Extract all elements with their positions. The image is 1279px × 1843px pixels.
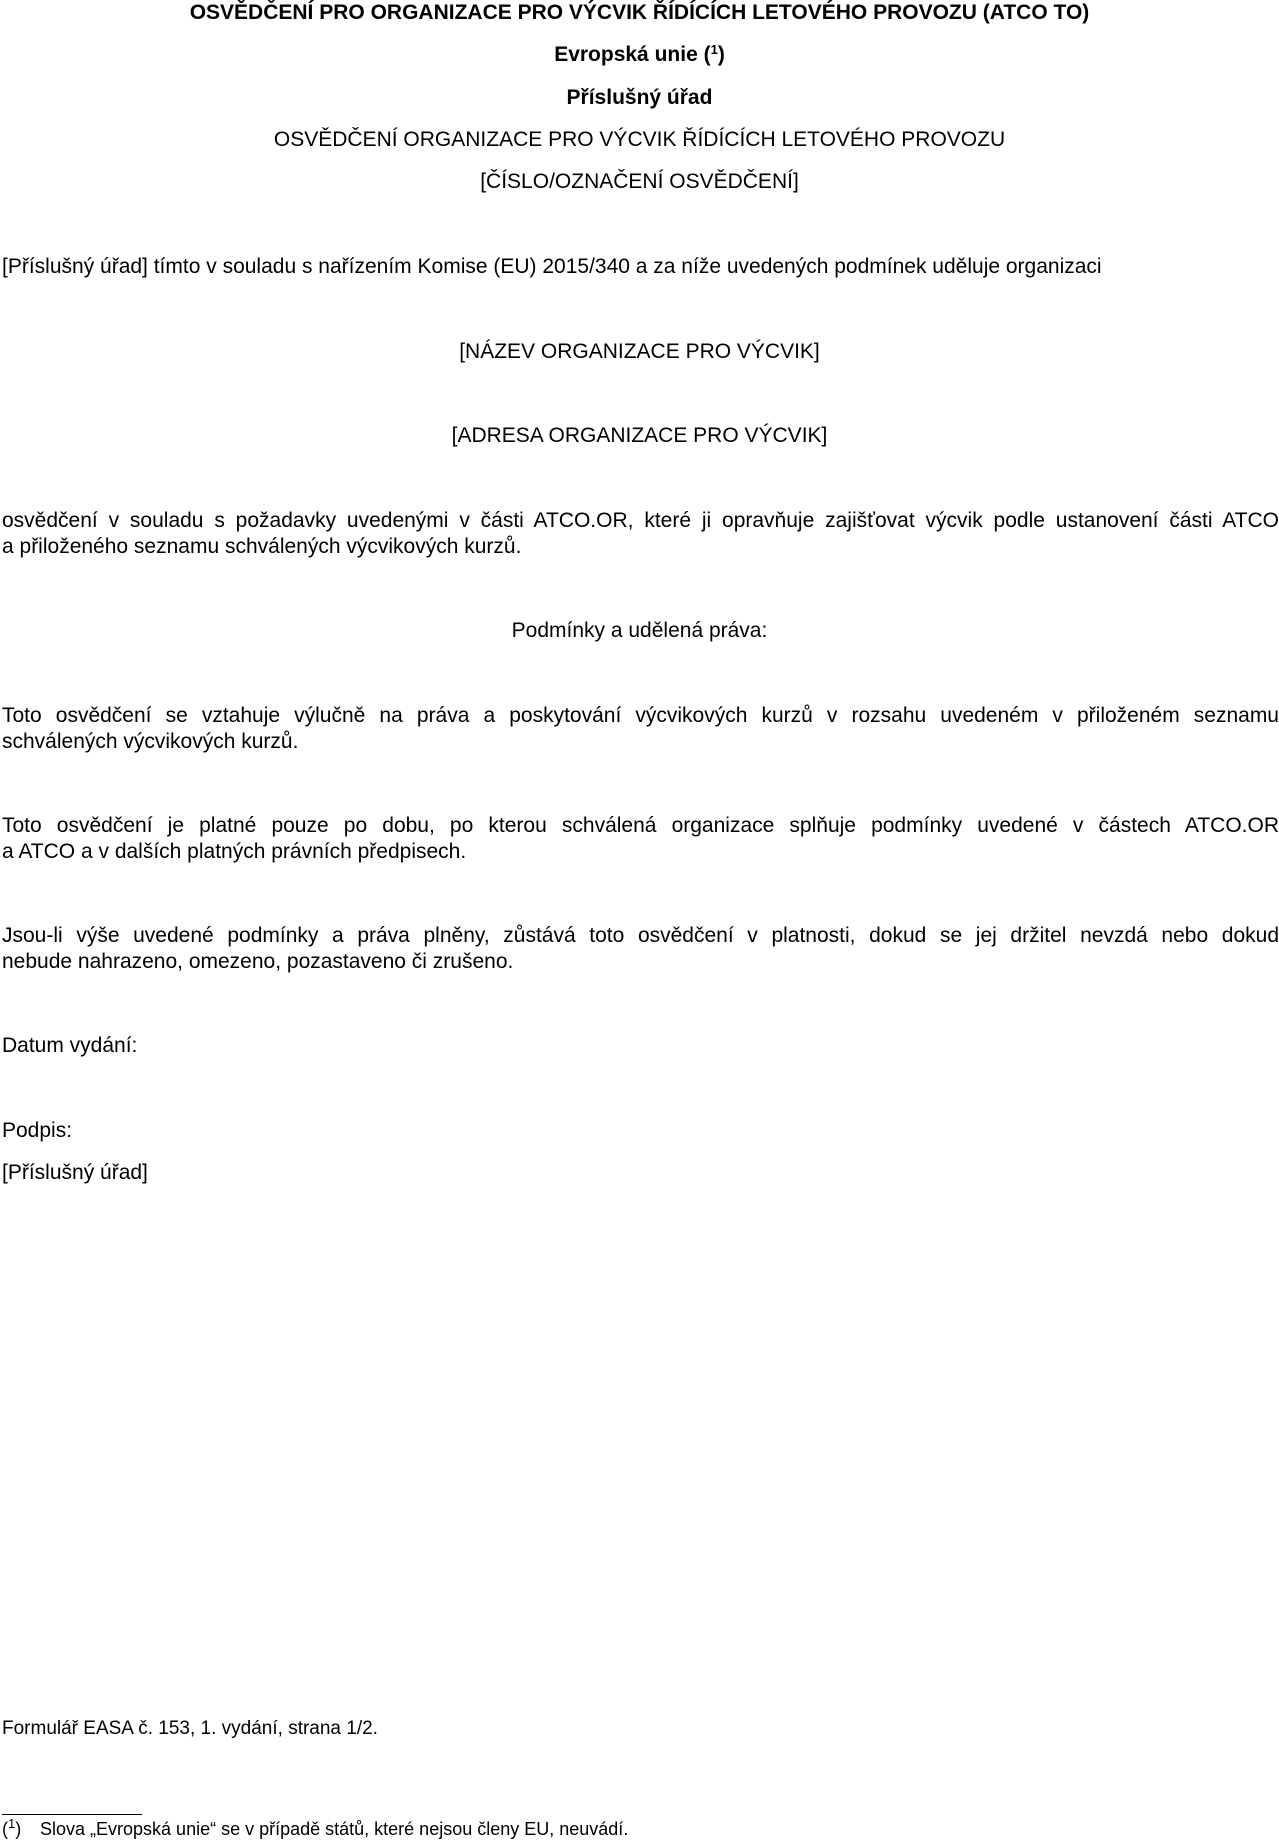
organization-address: [ADRESA ORGANIZACE PRO VÝCVIK] xyxy=(451,424,828,447)
validity-paragraph xyxy=(2,813,1279,865)
validity-line-1: Toto osvědčení je platné pouze po dobu, po kterou schválená organizace splňuje podmínky uvedené v částech ATCO.OR xyxy=(2,814,1279,837)
union-close: ) xyxy=(717,43,725,66)
form-identifier: Formulář EASA č. 153, 1. vydání, strana 1/2. xyxy=(2,1718,378,1739)
footnote-ref: 1 xyxy=(710,42,718,57)
scope-line-2: schválených výcvikových kurzů. xyxy=(2,730,299,753)
footnote-mark-number: 1 xyxy=(8,1816,16,1831)
scope-line-1: Toto osvědčení se vztahuje výlučně na práva a poskytování výcvikových kurzů v rozsahu uvedeném v přiloženém seznamu xyxy=(2,704,1279,727)
footnote-text: Slova „Evropská unie“ se v případě států, které nejsou členy EU, neuvádí. xyxy=(40,1819,629,1839)
signature-label: Podpis: xyxy=(2,1119,73,1142)
authority-heading: Příslušný úřad xyxy=(566,86,713,109)
validity-line-2: a ATCO a v dalších platných právních předpisech. xyxy=(2,840,467,863)
union-heading xyxy=(0,42,1279,68)
footnote xyxy=(2,1818,628,1840)
scope-paragraph xyxy=(2,703,1279,755)
certificate-number: [ČÍSLO/OZNAČENÍ OSVĚDČENÍ] xyxy=(480,170,799,193)
union-label: Evropská unie ( xyxy=(554,43,711,66)
footnote-mark-close: ) xyxy=(15,1819,22,1839)
footnote-mark xyxy=(2,1818,40,1840)
signatory: [Příslušný úřad] xyxy=(2,1161,148,1184)
grant-paragraph xyxy=(2,508,1279,560)
issue-date-label: Datum vydání: xyxy=(2,1034,138,1057)
grant-line-2: a přiloženého seznamu schválených výcvikových kurzů. xyxy=(2,535,522,558)
intro-paragraph: [Příslušný úřad] tímto v souladu s nařízením Komise (EU) 2015/340 a za níže uvedených podmínek uděluje organizaci xyxy=(2,255,1102,278)
footnote-separator xyxy=(2,1814,142,1815)
footnote-mark-open: ( xyxy=(2,1819,8,1839)
conditions-heading: Podmínky a udělená práva: xyxy=(511,619,768,642)
duration-line-2: nebude nahrazeno, omezeno, pozastaveno či zrušeno. xyxy=(2,950,514,973)
document-title: OSVĚDČENÍ PRO ORGANIZACE PRO VÝCVIK ŘÍDÍCÍCH LETOVÉHO PROVOZU (ATCO TO) xyxy=(189,1,1090,24)
organization-name: [NÁZEV ORGANIZACE PRO VÝCVIK] xyxy=(459,340,820,363)
duration-paragraph xyxy=(2,923,1279,975)
grant-line-1: osvědčení v souladu s požadavky uvedenými v části ATCO.OR, které ji opravňuje zajišťovat výcvik podle ustanovení části ATCO xyxy=(2,509,1279,532)
certificate-title: OSVĚDČENÍ ORGANIZACE PRO VÝCVIK ŘÍDÍCÍCH LETOVÉHO PROVOZU xyxy=(273,128,1006,151)
duration-line-1: Jsou-li výše uvedené podmínky a práva plněny, zůstává toto osvědčení v platnosti, dokud se jej držitel nevzdá nebo dokud xyxy=(2,924,1279,947)
